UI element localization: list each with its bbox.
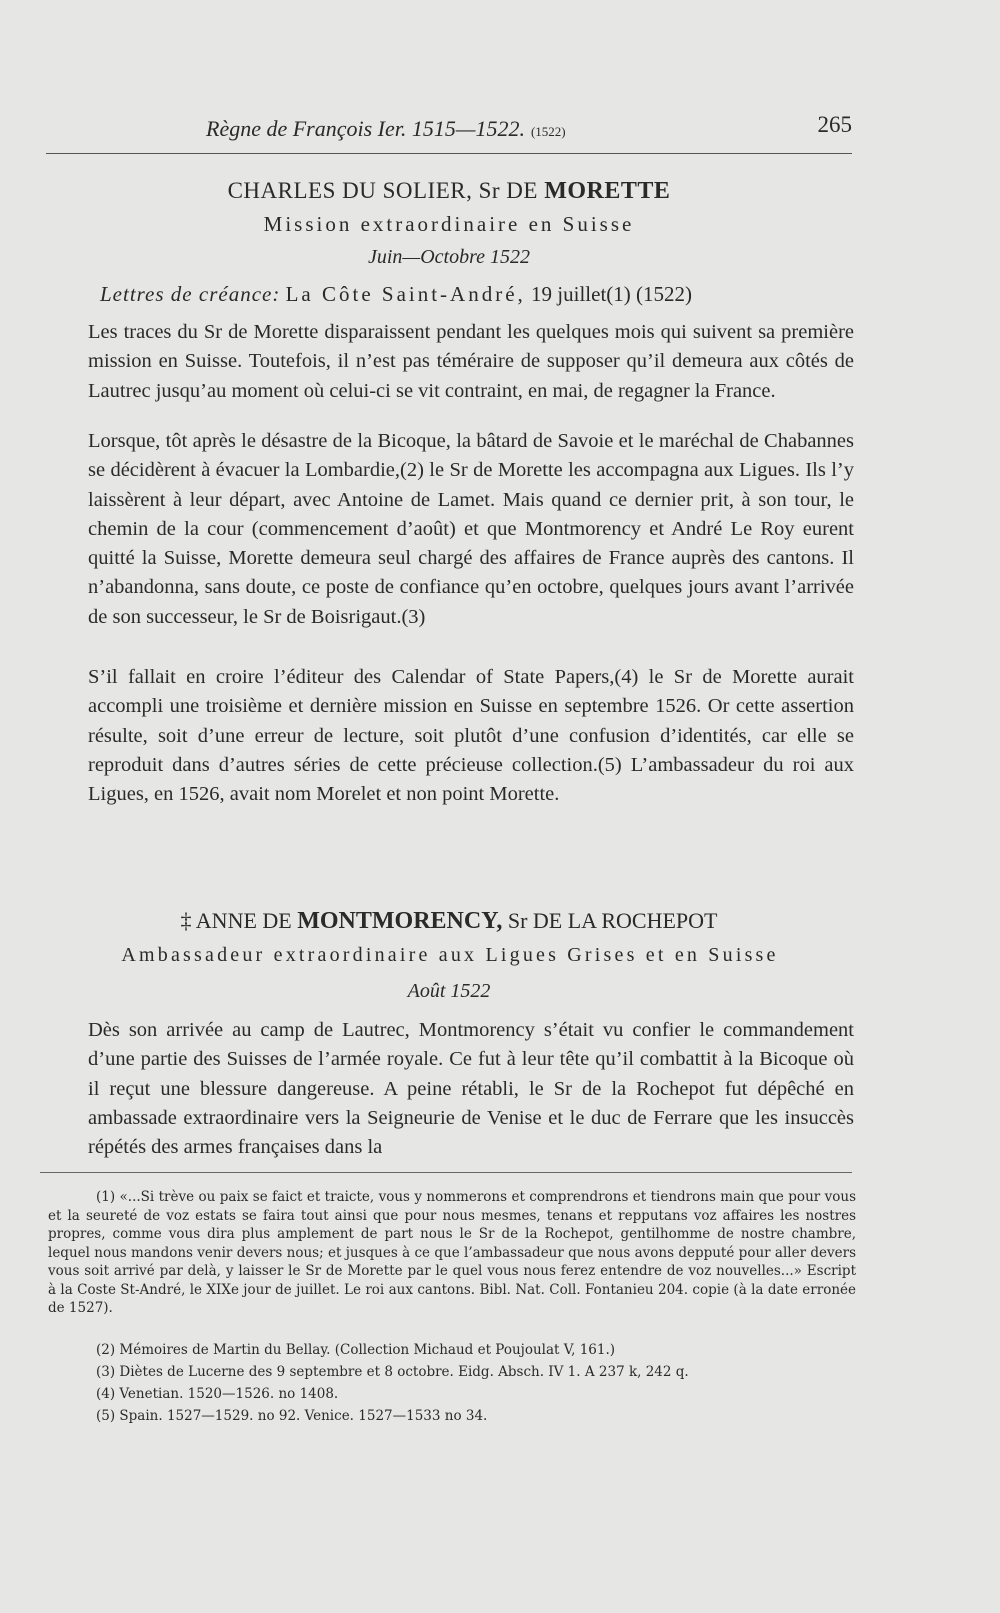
paragraph: [46, 663, 854, 809]
header-rule: [46, 153, 852, 154]
cross-mark: ‡: [180, 908, 192, 933]
title-name: MONTMORENCY,: [297, 908, 503, 934]
paragraph-text: S’il fallait en croire l’éditeur des Calendar of State Papers,(4) le Sr de Morette aurait accompli une troisième et dernière mission en Suisse en septembre 1526. Or cette assertion résulte, soit d’une erreur de lecture, soit plutôt d’une confusion d’identités, car elle se reproduit dans d’autres séries de cette précieuse collection.(5) L’ambassadeur du roi aux Ligues, en 1526, avait nom Morelet et non point Morette.: [88, 666, 854, 806]
title-name: MORETTE: [544, 178, 671, 204]
section-title-montmorency: [46, 908, 852, 935]
footnote-text: (1) «...Si trève ou paix se faict et traicte, vous y nommerons et comprendrons et tiendrons main que pour vous et la seureté de voz estats se faira tout ainsi que pour nous mesmes, tenans et repputans voz affaires les nostres propres, comme vous dira plus amplement de part nous le Sr de la Rochepot, gentilhomme de nostre chambre, lequel nous mandons venir devers nous; et jusques à ce que l’ambassadeur que nous avons depputé pour aller devers vous soit arrivé par delà, y laisser le Sr de Morette par le quel vous nous ferez entendre de voz nouvelles...» Escript à la Coste St-André, le XIXe jour de juillet. Le roi aux cantons. Bibl. Nat. Coll. Fontanieu 204. copie (à la date erronée de 1527).: [48, 1189, 856, 1316]
footnote-2: (2) Mémoires de Martin du Bellay. (Collection Michaud et Poujoulat V, 161.): [96, 1342, 616, 1358]
paragraph-text: Lorsque, tôt après le désastre de la Bicoque, la bâtard de Savoie et le maréchal de Chabannes se décidèrent à évacuer la Lombardie,(2) le Sr de Morette les accompagna aux Ligues. Ils l’y laissèrent à leur départ, avec Antoine de Lamet. Mais quand ce dernier prit, à son tour, le chemin de la cour (commencement d’août) et que Montmorency et André Le Roy eurent quitté la Suisse, Morette demeura seul chargé des affaires de France auprès des cantons. Il n’abandonna, sans doute, ce poste de confiance qu’en octobre, quelques jours avant l’arrivée de son successeur, le Sr de Boisrigaut.(3): [88, 430, 854, 628]
lettres-de-creance: [100, 282, 860, 307]
mission-subtitle: Mission extraordinaire en Suisse: [263, 212, 635, 236]
paragraph: [46, 318, 854, 406]
page-header: [46, 112, 852, 152]
mission-subtitle: Ambassadeur extraordinaire aux Ligues Grises et en Suisse: [121, 944, 779, 966]
footnote-rule: [40, 1172, 852, 1173]
creance-place: La Côte Saint-André,: [285, 282, 526, 306]
mission-dates: Août 1522: [407, 980, 491, 1002]
footnote-1: [48, 1188, 856, 1318]
page-number: 265: [817, 112, 852, 137]
creance-date: 19 juillet(1) (1522): [531, 282, 692, 306]
paragraph: [46, 1016, 854, 1162]
header-year: (1522): [530, 124, 566, 139]
footnote-3: (3) Diètes de Lucerne des 9 septembre et 8 octobre. Eidg. Absch. IV 1. A 237 k, 242 q.: [96, 1364, 689, 1380]
running-title: Règne de François Ier. 1515—1522. (1522): [206, 116, 566, 141]
title-prefix: CHARLES DU SOLIER, Sr DE: [227, 178, 538, 203]
title-suffix: Sr DE LA ROCHEPOT: [507, 908, 718, 933]
title-prefix: ANNE DE: [195, 908, 292, 933]
paragraph-text: Dès son arrivée au camp de Lautrec, Montmorency s’était vu confier le commandement d’une partie des Suisses de l’armée royale. Ce fut à leur tête qu’il combattit à la Bicoque où il reçut une blessure dangereuse. A peine rétabli, le Sr de la Rochepot fut dépêché en ambassade extraordinaire vers la Seigneurie de Venise et le duc de Ferrare que les insuccès répétés des armes françaises dans la: [88, 1019, 854, 1159]
paragraph-text: Les traces du Sr de Morette disparaissent pendant les quelques mois qui suivent sa première mission en Suisse. Toutefois, il n’est pas téméraire de supposer qu’il demeura aux côtés de Lautrec jusqu’au moment où celui-ci se vit contraint, en mai, de regagner la France.: [88, 321, 854, 402]
paragraph: [46, 427, 854, 632]
creance-label: Lettres de créance:: [100, 282, 281, 306]
footnote-4: (4) Venetian. 1520—1526. no 1408.: [96, 1386, 339, 1402]
footnote-5: (5) Spain. 1527—1529. no 92. Venice. 1527—1533 no 34.: [96, 1408, 488, 1424]
section-title-morette: [46, 178, 852, 205]
mission-dates: Juin—Octobre 1522: [367, 246, 530, 268]
